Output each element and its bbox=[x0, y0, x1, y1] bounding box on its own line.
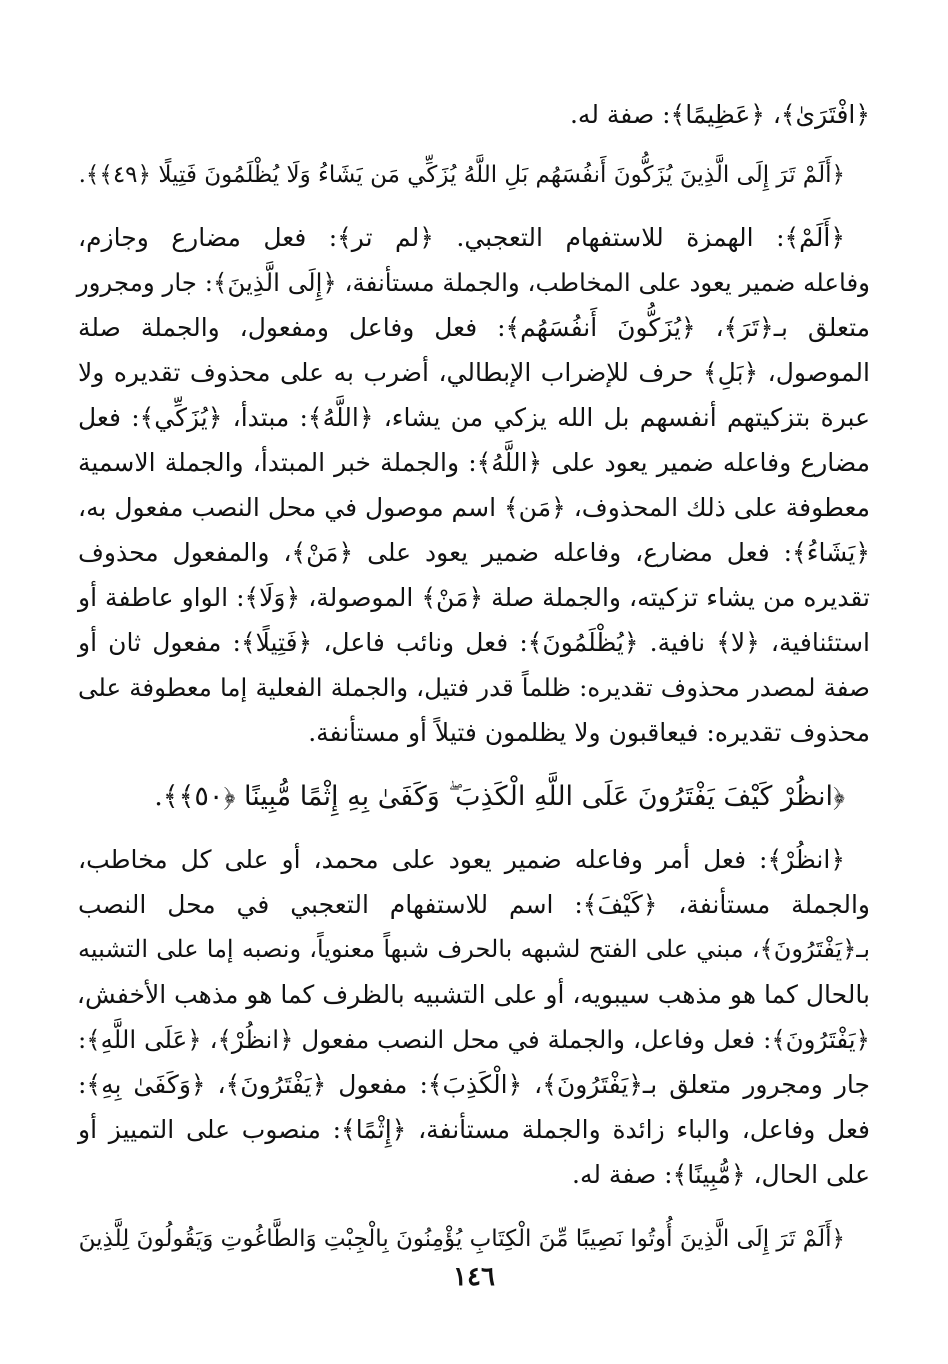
text-line: فعل وفاعل، والباء زائدة والجملة مستأنفة، ﴿إِثْمًا﴾: منصوب على التمييز أو bbox=[78, 1115, 870, 1144]
page-number: ١٤٦ bbox=[453, 1262, 495, 1292]
text-line: متعلق بـ﴿تَرَ﴾، ﴿يُزَكُّونَ أَنفُسَهُم﴾: فعل وفاعل ومفعول، والجملة صلة bbox=[78, 313, 870, 342]
text-line: صفة لمصدر محذوف تقديره: ظلماً قدر فتيل، والجملة الفعلية إما معطوفة على bbox=[78, 673, 870, 702]
text-line: عبرة بتزكيتهم أنفسهم بل الله يزكي من يشاء، ﴿اللَّهُ﴾: مبتدأ، ﴿يُزَكِّي﴾: فعل bbox=[78, 403, 870, 432]
text-line: ﴿افْتَرَىٰ﴾، ﴿عَظِيمًا﴾: صفة له. bbox=[569, 100, 870, 129]
text-line: مضارع وفاعله ضمير يعود على ﴿اللَّهُ﴾: والجملة خبر المبتدأ، والجملة الاسمية bbox=[78, 448, 870, 477]
text-line: والجملة مستأنفة، ﴿كَيْفَ﴾: اسم للاستفهام التعجبي في محل النصب bbox=[78, 890, 870, 919]
verse-49: ﴿أَلَمْ تَرَ إِلَى الَّذِينَ يُزَكُّونَ أَنفُسَهُم بَلِ اللَّهُ يُزَكِّي مَن يَشَاءُ وَلَا يُظْلَمُونَ فَتِيلًا ﴿٤٩﴾﴾. bbox=[78, 162, 845, 188]
commentary-verse-50 bbox=[78, 837, 870, 1197]
text-line: على الحال، ﴿مُّبِينًا﴾: صفة له. bbox=[572, 1160, 870, 1189]
verse-51-start: ﴿أَلَمْ تَرَ إِلَى الَّذِينَ أُوتُوا نَصِيبًا مِّنَ الْكِتَابِ يُؤْمِنُونَ بِالْجِبْتِ وَالطَّاغُوتِ وَيَقُولُونَ لِلَّذِينَ bbox=[78, 1226, 845, 1252]
text-line: محذوف تقديره: فيعاقبون ولا يظلمون فتيلاً أو مستأنفة. bbox=[308, 718, 870, 747]
text-line: ﴿انظُرْ﴾: فعل أمر وفاعله ضمير يعود على محمد، أو على كل مخاطب، bbox=[78, 845, 845, 874]
text-line: تقديره من يشاء تزكيته، والجملة صلة ﴿مَنْ﴾ الموصولة، ﴿وَلَا﴾: الواو عاطفة أو bbox=[78, 583, 870, 612]
text-line: معطوفة على ذلك المحذوف، ﴿مَن﴾ اسم موصول في محل النصب مفعول به، bbox=[78, 493, 870, 522]
text-line: بـ﴿يَفْتَرُونَ﴾، مبني على الفتح لشبهه بالحرف شبهاً معنوياً، ونصبه إما على التشبيه bbox=[78, 935, 870, 963]
text-line: الموصول، ﴿بَلِ﴾ حرف للإضراب الإبطالي، أضرب به على محذوف تقديره ولا bbox=[78, 358, 870, 387]
previous-commentary-end bbox=[78, 92, 870, 137]
text-line: استئنافية، ﴿لا﴾ نافية. ﴿يُظْلَمُونَ﴾: فعل ونائب فاعل، ﴿فَتِيلًا﴾: مفعول ثان أو bbox=[78, 628, 870, 657]
verse-50: ﴿انظُرْ كَيْفَ يَفْتَرُونَ عَلَى اللَّهِ الْكَذِبَ ۖ وَكَفَىٰ بِهِ إِثْمًا مُّبِينًا ﴿٥٠﴾﴾. bbox=[154, 781, 845, 812]
text-line: جار ومجرور متعلق بـ﴿يَفْتَرُونَ﴾، ﴿الْكَذِبَ﴾: مفعول ﴿يَفْتَرُونَ﴾، ﴿وَكَفَىٰ بِهِ﴾: bbox=[78, 1070, 870, 1099]
text-line: ﴿أَلَمْ﴾: الهمزة للاستفهام التعجبي. ﴿لم تر﴾: فعل مضارع وجازم، bbox=[78, 223, 845, 252]
page-body bbox=[78, 92, 870, 1304]
text-line: بالحال كما هو مذهب سيبويه، أو على التشبيه بالظرف كما هو مذهب الأخفش، bbox=[76, 980, 870, 1009]
commentary-verse-49 bbox=[78, 215, 870, 755]
text-line: وفاعله ضمير يعود على المخاطب، والجملة مستأنفة، ﴿إِلَى الَّذِينَ﴾: جار ومجرور bbox=[76, 268, 870, 297]
text-line: ﴿يَفْتَرُونَ﴾: فعل وفاعل، والجملة في محل النصب مفعول ﴿انظُرْ﴾، ﴿عَلَى اللَّهِ﴾: bbox=[78, 1025, 870, 1054]
text-line: ﴿يَشَاءُ﴾: فعل مضارع، وفاعله ضمير يعود على ﴿مَنْ﴾، والمفعول محذوف bbox=[78, 538, 870, 567]
